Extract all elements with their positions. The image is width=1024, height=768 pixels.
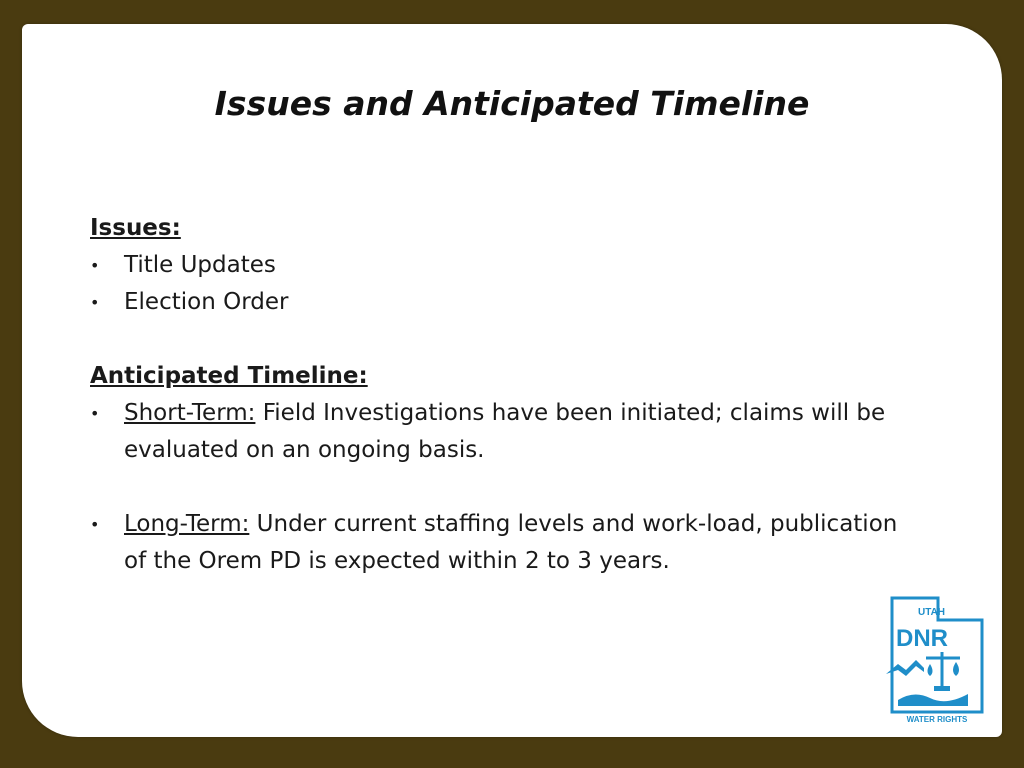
short-term-text: Field Investigations have been initiated; claims will be evaluated on an ongoing basis. bbox=[124, 400, 886, 463]
utah-dnr-water-rights-logo bbox=[884, 596, 990, 724]
bullet-icon: • bbox=[90, 293, 100, 312]
logo-utah-text: UTAH bbox=[918, 607, 946, 618]
slide-content bbox=[90, 210, 920, 580]
water-wave-icon bbox=[898, 694, 968, 706]
list-item bbox=[90, 506, 920, 580]
issues-heading: Issues: bbox=[90, 215, 181, 241]
logo-water-rights-text: WATER RIGHTS bbox=[906, 715, 968, 724]
list-item bbox=[90, 247, 920, 284]
list-item bbox=[90, 395, 920, 469]
long-term-text: Under current staffing levels and work-load, publication of the Orem PD is expected within 2 to 3 years. bbox=[124, 511, 898, 574]
bullet-icon: • bbox=[90, 515, 100, 534]
timeline-heading: Anticipated Timeline: bbox=[90, 363, 368, 389]
slide-title: Issues and Anticipated Timeline bbox=[214, 84, 810, 123]
logo-dnr-text: DNR bbox=[896, 625, 948, 652]
long-term-label: Long-Term: bbox=[124, 511, 250, 537]
bullet-icon: • bbox=[90, 256, 100, 275]
list-item bbox=[90, 284, 920, 321]
bullet-icon: • bbox=[90, 404, 100, 423]
issue-item-election-order: Election Order bbox=[124, 289, 289, 315]
scale-icon bbox=[926, 652, 960, 691]
short-term-label: Short-Term: bbox=[124, 400, 256, 426]
issue-item-title-updates: Title Updates bbox=[124, 252, 276, 278]
